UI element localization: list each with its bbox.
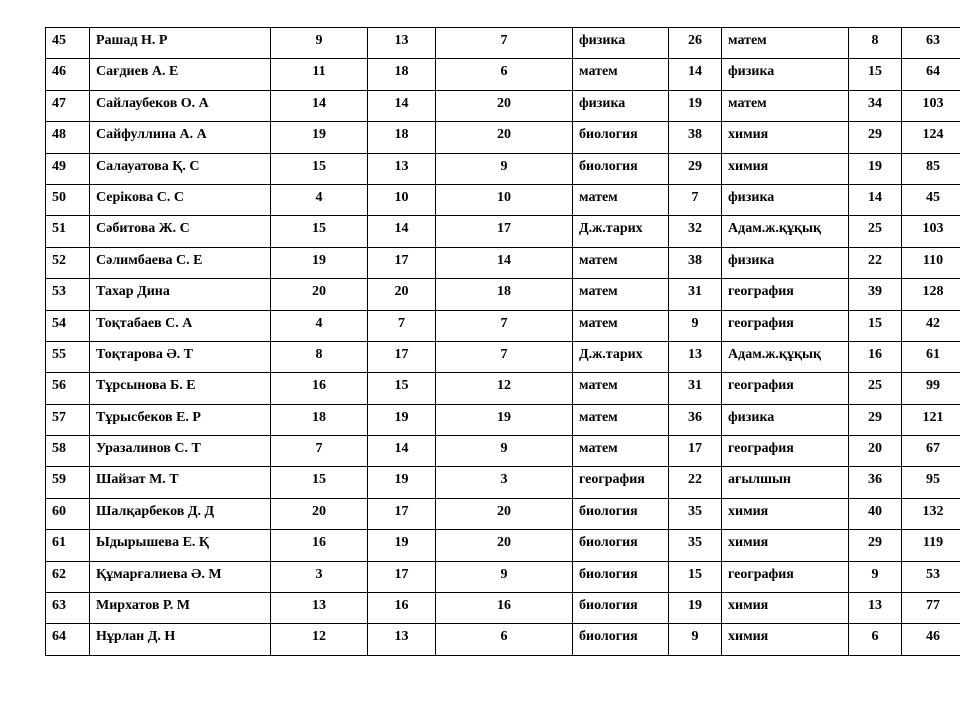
- profile-score-1-cell: 9: [669, 624, 722, 655]
- total-score-cell: 64: [902, 59, 960, 90]
- score-1-cell: 4: [271, 310, 368, 341]
- profile-subject-1-cell: физика: [573, 28, 669, 59]
- student-name-cell: Рашад Н. Р: [90, 28, 271, 59]
- profile-score-1-cell: 19: [669, 90, 722, 121]
- profile-subject-2-cell: химия: [722, 530, 849, 561]
- total-score-cell: 103: [902, 90, 960, 121]
- profile-subject-2-cell: география: [722, 310, 849, 341]
- total-score-cell: 77: [902, 593, 960, 624]
- profile-subject-1-cell: матем: [573, 247, 669, 278]
- row-number-cell: 45: [46, 28, 90, 59]
- score-2-cell: 20: [368, 279, 436, 310]
- score-1-cell: 19: [271, 122, 368, 153]
- profile-subject-2-cell: ағылшын: [722, 467, 849, 498]
- profile-score-2-cell: 22: [849, 247, 902, 278]
- score-1-cell: 9: [271, 28, 368, 59]
- score-3-cell: 18: [436, 279, 573, 310]
- student-name-cell: Тұрсынова Б. Е: [90, 373, 271, 404]
- score-3-cell: 10: [436, 184, 573, 215]
- profile-score-1-cell: 31: [669, 373, 722, 404]
- profile-subject-1-cell: биология: [573, 122, 669, 153]
- profile-subject-2-cell: физика: [722, 404, 849, 435]
- table-row: [46, 561, 960, 592]
- profile-score-1-cell: 32: [669, 216, 722, 247]
- profile-score-1-cell: 13: [669, 341, 722, 372]
- profile-score-1-cell: 35: [669, 498, 722, 529]
- profile-subject-2-cell: физика: [722, 184, 849, 215]
- total-score-cell: 95: [902, 467, 960, 498]
- student-name-cell: Уразалинов С. Т: [90, 436, 271, 467]
- profile-subject-1-cell: матем: [573, 279, 669, 310]
- score-3-cell: 9: [436, 436, 573, 467]
- table-row: [46, 153, 960, 184]
- row-number-cell: 54: [46, 310, 90, 341]
- profile-subject-2-cell: Адам.ж.құқық: [722, 216, 849, 247]
- score-2-cell: 18: [368, 122, 436, 153]
- profile-score-1-cell: 29: [669, 153, 722, 184]
- results-table: [45, 27, 960, 656]
- score-3-cell: 7: [436, 310, 573, 341]
- profile-score-2-cell: 20: [849, 436, 902, 467]
- total-score-cell: 46: [902, 624, 960, 655]
- table-row: [46, 404, 960, 435]
- score-1-cell: 8: [271, 341, 368, 372]
- student-name-cell: Серікова С. С: [90, 184, 271, 215]
- score-3-cell: 7: [436, 28, 573, 59]
- score-2-cell: 18: [368, 59, 436, 90]
- profile-score-2-cell: 14: [849, 184, 902, 215]
- score-3-cell: 9: [436, 153, 573, 184]
- score-3-cell: 12: [436, 373, 573, 404]
- table-row: [46, 247, 960, 278]
- table-row: [46, 90, 960, 121]
- score-2-cell: 19: [368, 404, 436, 435]
- profile-score-1-cell: 14: [669, 59, 722, 90]
- student-name-cell: Сағдиев А. Е: [90, 59, 271, 90]
- score-2-cell: 19: [368, 530, 436, 561]
- score-2-cell: 19: [368, 467, 436, 498]
- total-score-cell: 128: [902, 279, 960, 310]
- profile-score-1-cell: 9: [669, 310, 722, 341]
- score-1-cell: 15: [271, 153, 368, 184]
- row-number-cell: 46: [46, 59, 90, 90]
- student-name-cell: Нұрлан Д. Н: [90, 624, 271, 655]
- profile-score-1-cell: 26: [669, 28, 722, 59]
- profile-subject-2-cell: химия: [722, 153, 849, 184]
- profile-score-1-cell: 19: [669, 593, 722, 624]
- profile-score-2-cell: 29: [849, 530, 902, 561]
- profile-subject-1-cell: Д.ж.тарих: [573, 341, 669, 372]
- table-row: [46, 28, 960, 59]
- total-score-cell: 119: [902, 530, 960, 561]
- student-name-cell: Шалқарбеков Д. Д: [90, 498, 271, 529]
- total-score-cell: 103: [902, 216, 960, 247]
- profile-score-1-cell: 22: [669, 467, 722, 498]
- score-1-cell: 15: [271, 467, 368, 498]
- row-number-cell: 59: [46, 467, 90, 498]
- row-number-cell: 49: [46, 153, 90, 184]
- profile-score-2-cell: 13: [849, 593, 902, 624]
- student-name-cell: Сайфуллина А. А: [90, 122, 271, 153]
- student-name-cell: Сәбитова Ж. С: [90, 216, 271, 247]
- score-2-cell: 7: [368, 310, 436, 341]
- profile-score-2-cell: 15: [849, 59, 902, 90]
- profile-score-2-cell: 25: [849, 216, 902, 247]
- profile-subject-2-cell: матем: [722, 90, 849, 121]
- row-number-cell: 52: [46, 247, 90, 278]
- profile-subject-1-cell: география: [573, 467, 669, 498]
- student-name-cell: Сайлаубеков О. А: [90, 90, 271, 121]
- profile-subject-1-cell: матем: [573, 436, 669, 467]
- score-1-cell: 4: [271, 184, 368, 215]
- score-1-cell: 15: [271, 216, 368, 247]
- profile-score-2-cell: 29: [849, 122, 902, 153]
- profile-score-2-cell: 6: [849, 624, 902, 655]
- score-1-cell: 7: [271, 436, 368, 467]
- score-3-cell: 20: [436, 498, 573, 529]
- total-score-cell: 121: [902, 404, 960, 435]
- table-row: [46, 122, 960, 153]
- score-3-cell: 17: [436, 216, 573, 247]
- profile-subject-2-cell: география: [722, 436, 849, 467]
- student-name-cell: Шайзат М. Т: [90, 467, 271, 498]
- row-number-cell: 61: [46, 530, 90, 561]
- profile-score-2-cell: 9: [849, 561, 902, 592]
- row-number-cell: 55: [46, 341, 90, 372]
- score-3-cell: 20: [436, 122, 573, 153]
- profile-score-1-cell: 7: [669, 184, 722, 215]
- student-name-cell: Мирхатов Р. М: [90, 593, 271, 624]
- row-number-cell: 47: [46, 90, 90, 121]
- score-3-cell: 6: [436, 624, 573, 655]
- profile-score-1-cell: 15: [669, 561, 722, 592]
- profile-subject-1-cell: биология: [573, 530, 669, 561]
- profile-subject-1-cell: матем: [573, 373, 669, 404]
- table-row: [46, 373, 960, 404]
- row-number-cell: 57: [46, 404, 90, 435]
- table-body: [46, 28, 960, 656]
- table-row: [46, 216, 960, 247]
- profile-score-2-cell: 19: [849, 153, 902, 184]
- profile-subject-2-cell: Адам.ж.құқық: [722, 341, 849, 372]
- profile-subject-2-cell: химия: [722, 593, 849, 624]
- score-2-cell: 14: [368, 436, 436, 467]
- score-3-cell: 20: [436, 530, 573, 561]
- profile-subject-2-cell: география: [722, 373, 849, 404]
- row-number-cell: 51: [46, 216, 90, 247]
- score-3-cell: 19: [436, 404, 573, 435]
- table-row: [46, 310, 960, 341]
- table-row: [46, 341, 960, 372]
- score-1-cell: 13: [271, 593, 368, 624]
- score-2-cell: 13: [368, 28, 436, 59]
- profile-score-1-cell: 17: [669, 436, 722, 467]
- row-number-cell: 60: [46, 498, 90, 529]
- profile-score-2-cell: 40: [849, 498, 902, 529]
- row-number-cell: 64: [46, 624, 90, 655]
- total-score-cell: 61: [902, 341, 960, 372]
- student-name-cell: Тұрысбеков Е. Р: [90, 404, 271, 435]
- profile-score-2-cell: 15: [849, 310, 902, 341]
- profile-subject-2-cell: химия: [722, 498, 849, 529]
- student-name-cell: Салауатова Қ. С: [90, 153, 271, 184]
- profile-score-2-cell: 16: [849, 341, 902, 372]
- score-1-cell: 14: [271, 90, 368, 121]
- score-3-cell: 14: [436, 247, 573, 278]
- table-row: [46, 184, 960, 215]
- profile-subject-1-cell: матем: [573, 184, 669, 215]
- score-1-cell: 3: [271, 561, 368, 592]
- profile-subject-1-cell: биология: [573, 593, 669, 624]
- profile-score-2-cell: 34: [849, 90, 902, 121]
- profile-score-1-cell: 31: [669, 279, 722, 310]
- score-1-cell: 16: [271, 530, 368, 561]
- profile-score-1-cell: 38: [669, 122, 722, 153]
- profile-subject-2-cell: физика: [722, 247, 849, 278]
- score-3-cell: 9: [436, 561, 573, 592]
- student-name-cell: Тахар Дина: [90, 279, 271, 310]
- student-name-cell: Тоқтарова Ә. Т: [90, 341, 271, 372]
- score-2-cell: 17: [368, 498, 436, 529]
- score-2-cell: 13: [368, 624, 436, 655]
- profile-subject-1-cell: матем: [573, 404, 669, 435]
- score-2-cell: 17: [368, 561, 436, 592]
- total-score-cell: 132: [902, 498, 960, 529]
- profile-score-2-cell: 36: [849, 467, 902, 498]
- profile-subject-2-cell: химия: [722, 122, 849, 153]
- score-2-cell: 13: [368, 153, 436, 184]
- score-1-cell: 20: [271, 498, 368, 529]
- score-1-cell: 12: [271, 624, 368, 655]
- row-number-cell: 53: [46, 279, 90, 310]
- row-number-cell: 50: [46, 184, 90, 215]
- table-row: [46, 467, 960, 498]
- total-score-cell: 110: [902, 247, 960, 278]
- score-3-cell: 7: [436, 341, 573, 372]
- student-name-cell: Тоқтабаев С. А: [90, 310, 271, 341]
- total-score-cell: 67: [902, 436, 960, 467]
- profile-score-1-cell: 36: [669, 404, 722, 435]
- score-1-cell: 16: [271, 373, 368, 404]
- score-3-cell: 3: [436, 467, 573, 498]
- score-3-cell: 16: [436, 593, 573, 624]
- profile-subject-1-cell: биология: [573, 153, 669, 184]
- row-number-cell: 62: [46, 561, 90, 592]
- profile-subject-2-cell: география: [722, 561, 849, 592]
- profile-subject-2-cell: физика: [722, 59, 849, 90]
- score-2-cell: 17: [368, 341, 436, 372]
- profile-subject-1-cell: матем: [573, 310, 669, 341]
- row-number-cell: 58: [46, 436, 90, 467]
- profile-subject-1-cell: физика: [573, 90, 669, 121]
- profile-subject-1-cell: Д.ж.тарих: [573, 216, 669, 247]
- profile-score-2-cell: 8: [849, 28, 902, 59]
- score-1-cell: 18: [271, 404, 368, 435]
- score-2-cell: 14: [368, 216, 436, 247]
- total-score-cell: 99: [902, 373, 960, 404]
- score-2-cell: 15: [368, 373, 436, 404]
- profile-score-1-cell: 38: [669, 247, 722, 278]
- score-1-cell: 11: [271, 59, 368, 90]
- row-number-cell: 63: [46, 593, 90, 624]
- student-name-cell: Ыдырышева Е. Қ: [90, 530, 271, 561]
- total-score-cell: 45: [902, 184, 960, 215]
- score-3-cell: 20: [436, 90, 573, 121]
- total-score-cell: 63: [902, 28, 960, 59]
- total-score-cell: 53: [902, 561, 960, 592]
- row-number-cell: 48: [46, 122, 90, 153]
- score-2-cell: 14: [368, 90, 436, 121]
- profile-score-2-cell: 39: [849, 279, 902, 310]
- profile-subject-1-cell: матем: [573, 59, 669, 90]
- profile-score-1-cell: 35: [669, 530, 722, 561]
- row-number-cell: 56: [46, 373, 90, 404]
- table-row: [46, 593, 960, 624]
- table-row: [46, 279, 960, 310]
- score-2-cell: 17: [368, 247, 436, 278]
- student-name-cell: Сәлимбаева С. Е: [90, 247, 271, 278]
- profile-subject-1-cell: биология: [573, 624, 669, 655]
- student-name-cell: Құмарғалиева Ә. М: [90, 561, 271, 592]
- profile-subject-1-cell: биология: [573, 498, 669, 529]
- score-1-cell: 20: [271, 279, 368, 310]
- table-row: [46, 624, 960, 655]
- profile-subject-2-cell: матем: [722, 28, 849, 59]
- score-1-cell: 19: [271, 247, 368, 278]
- score-2-cell: 10: [368, 184, 436, 215]
- profile-score-2-cell: 29: [849, 404, 902, 435]
- profile-subject-1-cell: биология: [573, 561, 669, 592]
- total-score-cell: 85: [902, 153, 960, 184]
- profile-score-2-cell: 25: [849, 373, 902, 404]
- profile-subject-2-cell: география: [722, 279, 849, 310]
- total-score-cell: 42: [902, 310, 960, 341]
- table-row: [46, 59, 960, 90]
- table-row: [46, 530, 960, 561]
- score-3-cell: 6: [436, 59, 573, 90]
- table-row: [46, 436, 960, 467]
- table-row: [46, 498, 960, 529]
- total-score-cell: 124: [902, 122, 960, 153]
- profile-subject-2-cell: химия: [722, 624, 849, 655]
- score-2-cell: 16: [368, 593, 436, 624]
